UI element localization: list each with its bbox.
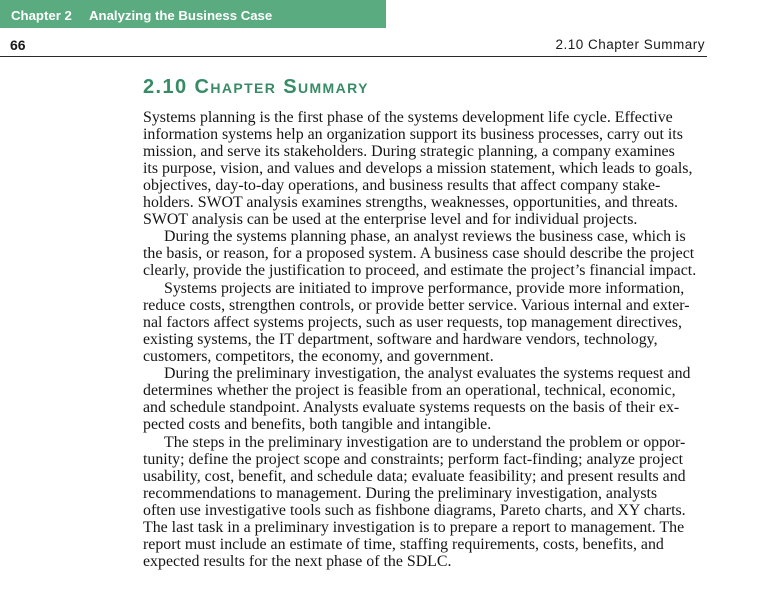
text-line: Systems projects are initiated to improve performance, provide more information, xyxy=(164,279,685,297)
paragraph xyxy=(143,280,743,366)
text-line: During the preliminary investigation, the analyst evaluates the systems request and xyxy=(164,365,691,383)
paragraph xyxy=(143,228,743,279)
text-line: customers, competitors, the economy, and government. xyxy=(143,348,494,366)
text-line: objectives, day-to-day operations, and business results that affect company stake- xyxy=(143,176,661,194)
text-line: information systems help an organization support its business processes, carry out its xyxy=(143,125,683,143)
text-line: determines whether the project is feasible from an operational, technical, economic, xyxy=(143,382,676,400)
text-line: its purpose, vision, and values and develops a mission statement, which leads to goals, xyxy=(143,159,693,177)
chapter-title: Analyzing the Business Case xyxy=(89,8,273,23)
summary-body xyxy=(143,109,743,571)
section-heading: 2.10 Chapter Summary xyxy=(143,76,369,98)
text-line: Systems planning is the first phase of the systems development life cycle. Effective xyxy=(143,108,673,126)
text-line: holders. SWOT analysis examines strengths, weaknesses, opportunities, and threats. xyxy=(143,194,679,212)
text-line: report must include an estimate of time, staffing requirements, costs, benefits, and xyxy=(143,536,664,554)
paragraph xyxy=(143,434,743,571)
text-line: During the systems planning phase, an analyst reviews the business case, which is xyxy=(164,228,686,246)
paragraph xyxy=(143,365,743,433)
text-line: reduce costs, strengthen controls, or provide better service. Various internal and exter- xyxy=(143,296,690,314)
paragraph xyxy=(143,109,743,229)
text-line: tunity; define the project scope and constraints; perform fact-finding; analyze project xyxy=(143,450,684,468)
text-line: SWOT analysis can be used at the enterprise level and for individual projects. xyxy=(143,211,638,229)
text-line: often use investigative tools such as fishbone diagrams, Pareto charts, and XY charts. xyxy=(143,502,686,520)
text-line: The last task in a preliminary investigation is to prepare a report to management. The xyxy=(143,519,685,537)
text-line: and schedule standpoint. Analysts evaluate systems requests on the basis of their ex- xyxy=(143,399,680,417)
text-line: pected costs and benefits, both tangible and intangible. xyxy=(143,416,492,434)
text-line: nal factors affect systems projects, such as user requests, top management directives, xyxy=(143,313,682,331)
text-line: mission, and serve its stakeholders. During strategic planning, a company examines xyxy=(143,142,675,160)
text-line: existing systems, the IT department, software and hardware vendors, technology, xyxy=(143,330,658,348)
text-line: recommendations to management. During the preliminary investigation, analysts xyxy=(143,484,658,502)
running-head: 2.10 Chapter Summary xyxy=(555,37,705,52)
text-line: usability, cost, benefit, and schedule data; evaluate feasibility; and present results and xyxy=(143,467,686,485)
page-number: 66 xyxy=(10,37,26,53)
chapter-label: Chapter 2 xyxy=(11,8,72,23)
text-line: expected results for the next phase of the SDLC. xyxy=(143,553,452,571)
header-rule xyxy=(0,56,707,57)
text-line: the basis, or reason, for a proposed system. A business case should describe the project xyxy=(143,245,695,263)
text-line: clearly, provide the justification to proceed, and estimate the project’s financial impact. xyxy=(143,262,697,280)
text-line: The steps in the preliminary investigation are to understand the problem or oppor- xyxy=(164,433,686,451)
chapter-banner xyxy=(0,0,386,28)
